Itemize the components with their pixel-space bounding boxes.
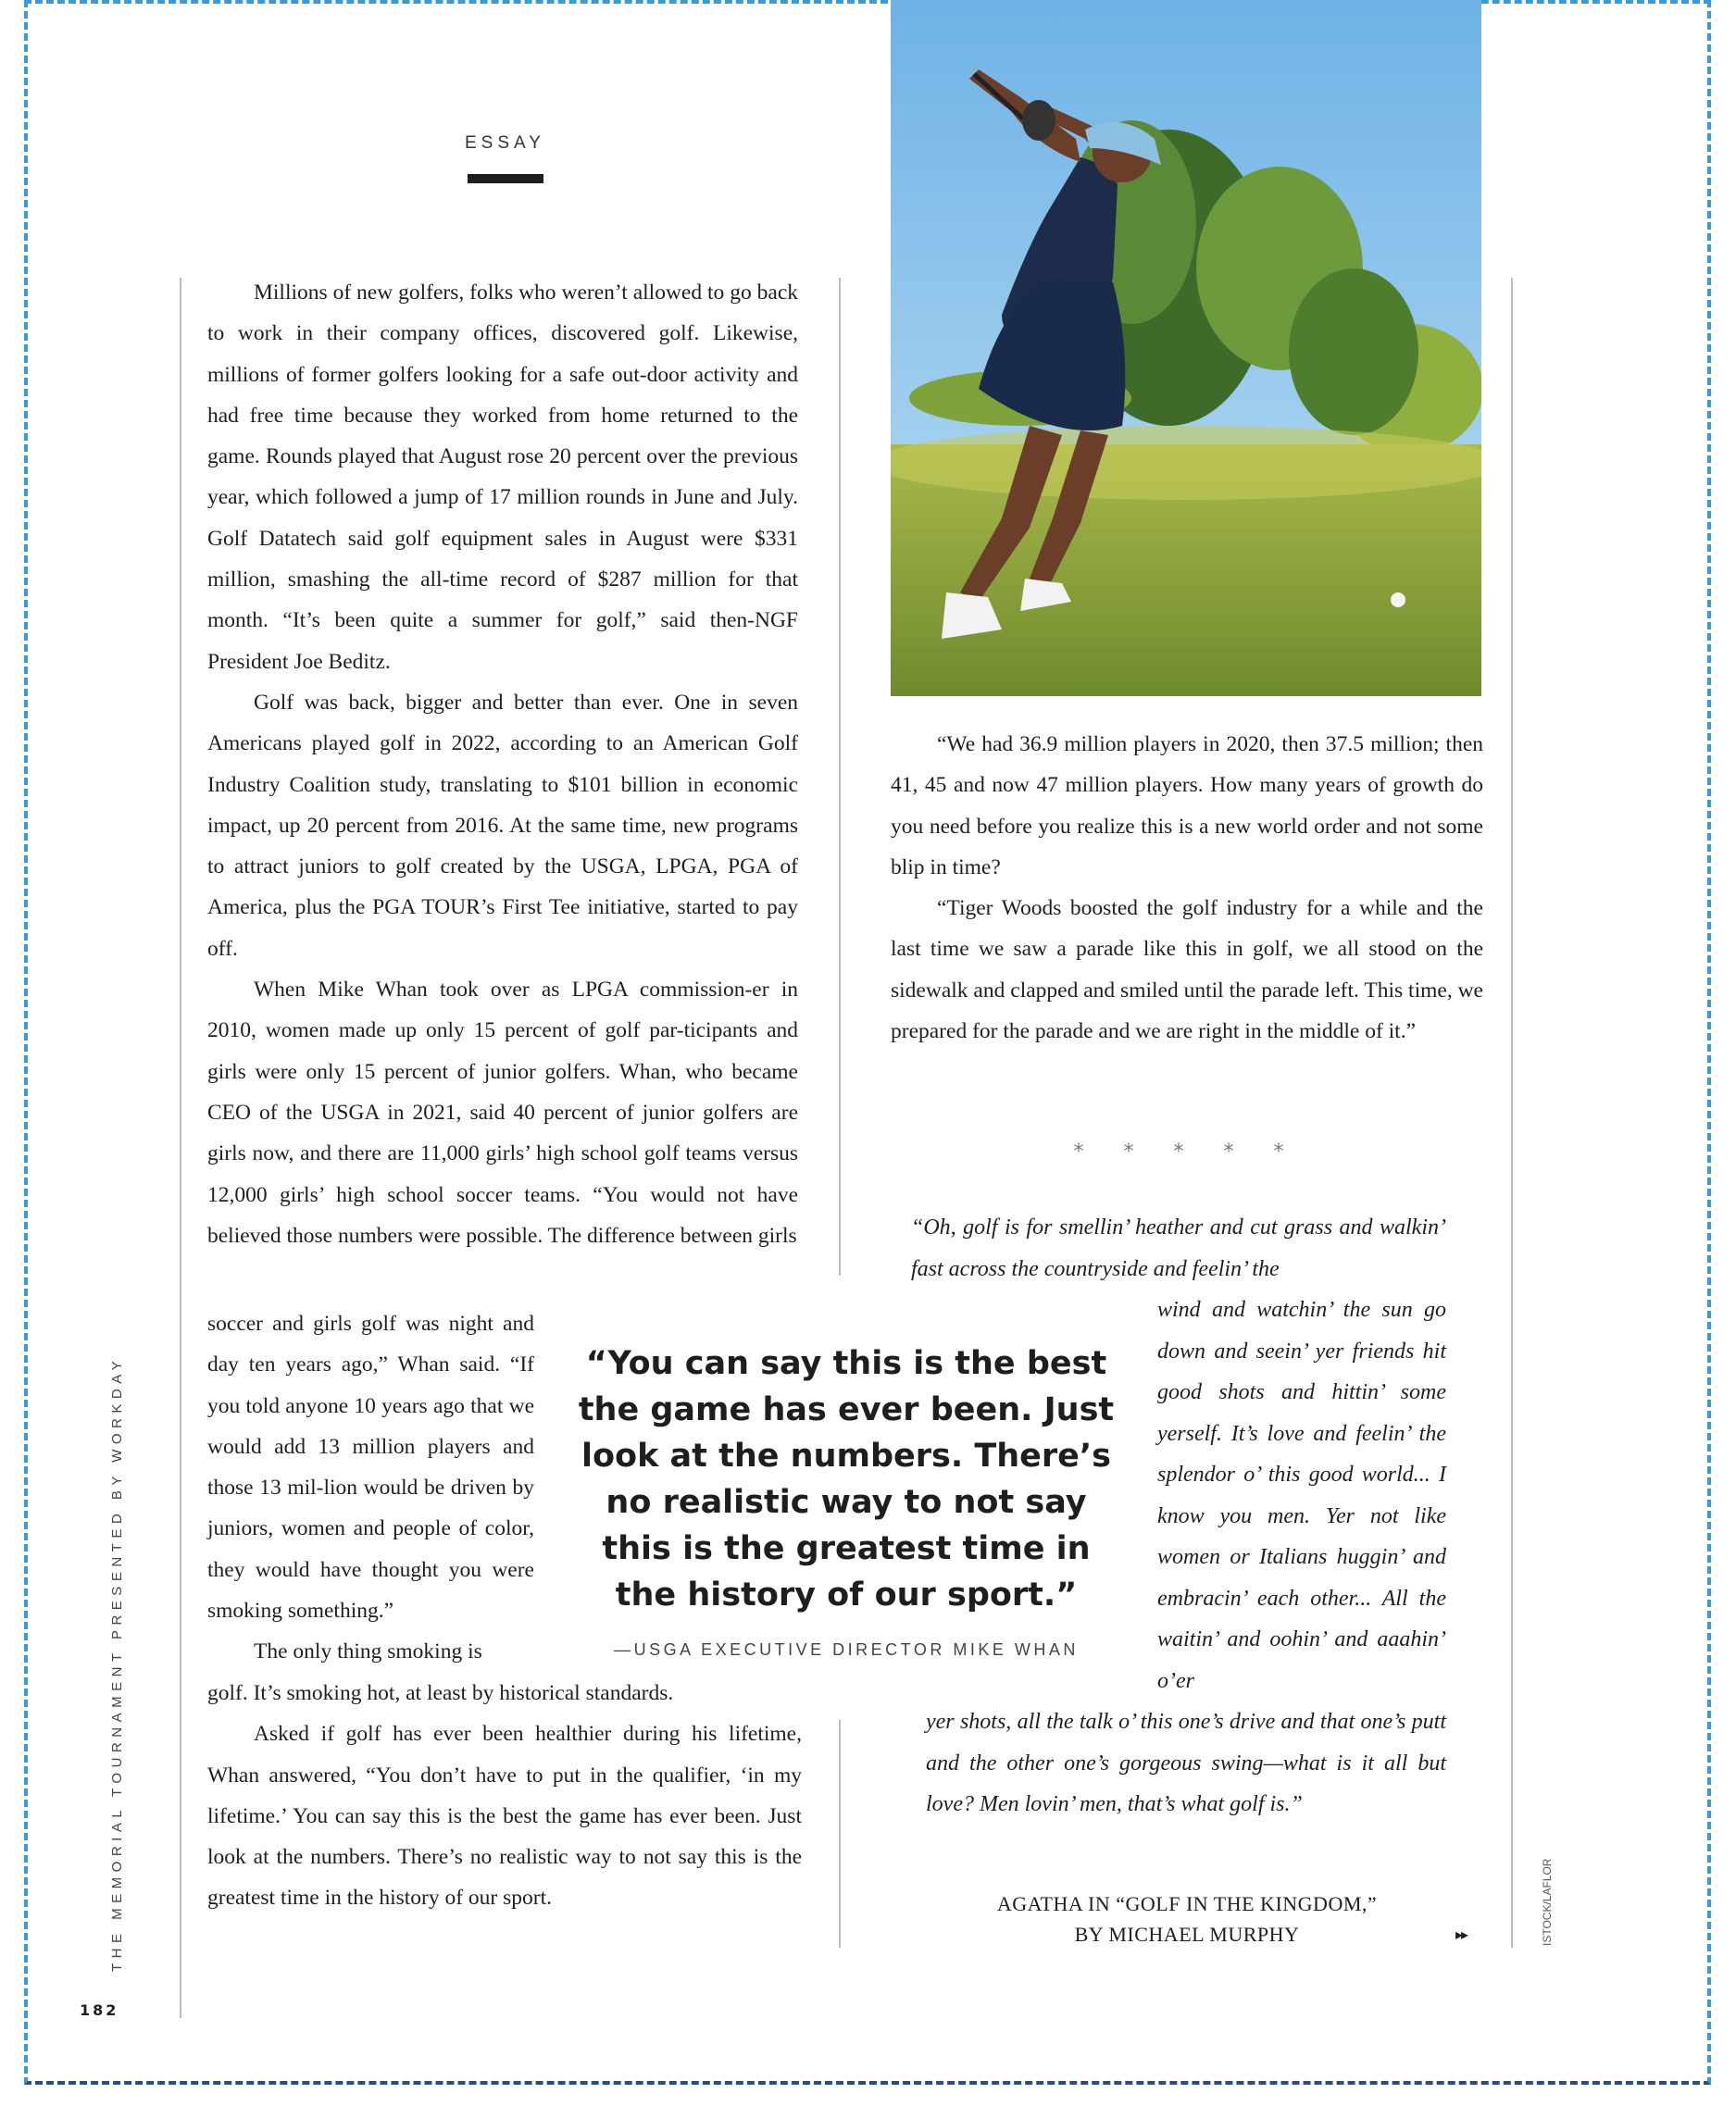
epigraph-text: wind and watchin’ the sun go down and seein’ yer friends hit good shots and hittin’ some yerself. It’s love and feelin’ the splendor o’ this good world... I know you men. Yer not like women or Italians huggin’ and embracin’ each other... All the waitin’ and oohin’ and aaahin’ o’er [1157,1298,1446,1693]
paragraph: soccer and girls golf was night and day ten years ago,” Whan said. “If you told anyone 10 years ago that we would add 13 million players and those 13 mil-lion would be driven by juniors, women and people of color, they would have thought you were smoking something.” [207,1312,534,1624]
photo-credit: ISTOCK/LAFLOR [1541,1858,1554,1946]
paragraph: The only thing smoking is [254,1639,482,1664]
pull-quote: “You can say this is the best the game has ever been. Just look at the numbers. There’s no realistic way to not say this is the greatest time in the history of our sport.” [578,1345,1115,1614]
golfer-illustration [891,0,1481,696]
sidebar-running-text: THE MEMORIAL TOURNAMENT PRESENTED BY WORKDAY [109,1355,125,1972]
pull-quote-attribution: —USGA EXECUTIVE DIRECTOR MIKE WHAN [614,1640,1079,1659]
paragraph: golf. It’s smoking hot, at least by historical standards. [207,1681,674,1705]
paragraph: Millions of new golfers, folks who weren’t allowed to go back to work in their company offices, discovered golf. Likewise, millions of former golfers looking for a safe out-door activity and had free time because they worked from home returned to the game. Rounds played that August rose 20 percent over the previous year, which followed a jump of 17 million rounds in June and July. Golf Datatech said golf equipment sales in August were $331 million, smashing the all-time record of $287 million for that month. “It’s been quite a summer for golf,” said then-NGF President Joe Beditz. [207,280,798,674]
golfer-photo [891,0,1481,696]
paragraph: Golf was back, bigger and better than ever. One in seven Americans played golf in 2022, according to an American Golf Industry Coalition study, translating to $101 billion in economic impact, up 20 percent from 2016. At the same time, new programs to attract juniors to golf created by the USGA, LPGA, PGA of America, plus the PGA TOUR’s First Tee initiative, started to pay off. [207,690,798,961]
section-label: ESSAY [465,133,545,153]
article-column-right [891,724,1483,1052]
epigraph-attribution [891,1888,1483,1950]
paragraph: Asked if golf has ever been healthier during his lifetime, Whan answered, “You don’t have to put in the qualifier, ‘in my lifetime.’ You can say this is the best the game has ever been. Just look at the numbers. There’s no realistic way to not say this is the greatest time in the history of our sport. [207,1722,802,1911]
epigraph-part1 [911,1207,1446,1290]
article-column-left-tail [207,1673,802,1919]
epigraph-text: yer shots, all the talk o’ this one’s drive and that one’s putt and the other one’s gorgeous swing—what is it all but love? Men lovin’ men, that’s what golf is.” [926,1710,1446,1816]
page-number: 182 [80,2001,119,2019]
article-column-left-wrap [207,1303,534,1673]
center-column-rule-upper [839,278,841,1276]
section-label-bar [468,174,543,183]
paragraph: “Tiger Woods boosted the golf industry for a while and the last time we saw a parade like this in golf, we all stood on the sidewalk and clapped and smiled until the parade left. This time, we prepared for the parade and we are right in the middle of it.” [891,896,1483,1044]
left-column-rule [180,278,181,2018]
attribution-line: AGATHA IN “GOLF IN THE KINGDOM,” [996,1892,1378,1915]
attribution-line: BY MICHAEL MURPHY [1074,1923,1300,1946]
article-column-left [207,272,798,1256]
center-column-rule-lower [839,1720,841,1948]
paragraph: “We had 36.9 million players in 2020, then 37.5 million; then 41, 45 and now 47 million players. How many years of growth do you need before you realize this is a new world order and not some blip in time? [891,732,1483,879]
epigraph-part3 [926,1701,1446,1826]
continue-arrows-icon: ▸▸ [1455,1925,1467,1943]
right-column-rule [1511,278,1513,1948]
section-break: * * * * * [1073,1140,1301,1164]
epigraph-text: “Oh, golf is for smellin’ heather and cut grass and walkin’ fast across the countryside and feelin’ the [911,1215,1446,1281]
paragraph: When Mike Whan took over as LPGA commission-er in 2010, women made up only 15 percent of golf par-ticipants and girls were only 15 percent of junior golfers. Whan, who became CEO of the USGA in 2021, said 40 percent of junior golfers are girls now, and there are 11,000 girls’ high school golf teams versus 12,000 girls’ high school soccer teams. “You would not have believed those numbers were possible. The difference between girls [207,978,798,1248]
epigraph-part2 [1157,1290,1446,1701]
